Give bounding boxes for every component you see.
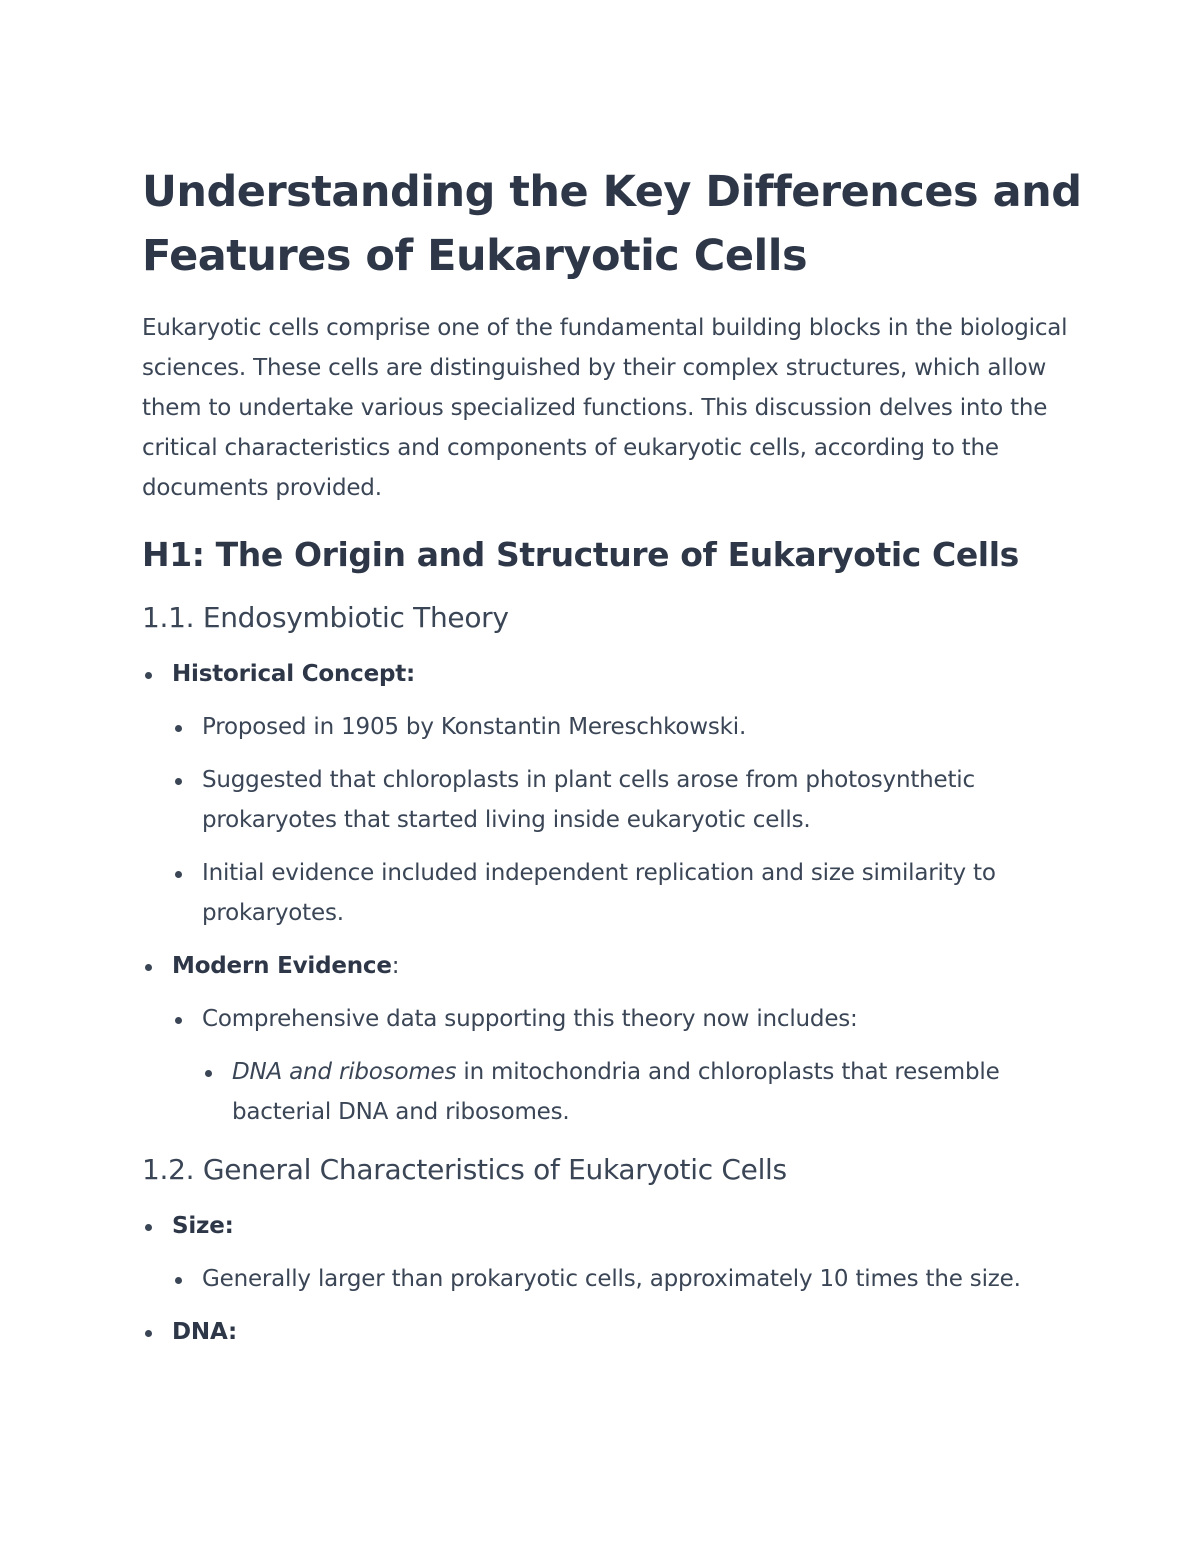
modern-subsublist <box>202 1052 1082 1132</box>
document-page <box>142 160 1082 1365</box>
list-item-text: Proposed in 1905 by Konstantin Mereschkowski. <box>202 714 747 740</box>
section-heading-origin-structure: H1: The Origin and Structure of Eukaryotic Cells <box>142 535 1019 574</box>
emphasis-dna-ribosomes: DNA and ribosomes <box>232 1059 457 1085</box>
size-sublist <box>172 1259 1082 1299</box>
list-item-text: Comprehensive data supporting this theory now includes: <box>202 1006 858 1032</box>
subheading-endosymbiotic-theory: 1.1. Endosymbiotic Theory <box>142 601 509 634</box>
list-item-text: Generally larger than prokaryotic cells, approximately 10 times the size. <box>202 1266 1021 1292</box>
list-item-dna <box>142 1312 1082 1352</box>
list-item-text: Initial evidence included independent replication and size similarity to prokaryotes. <box>202 860 996 926</box>
label-historical-concept: Historical Concept <box>172 661 407 687</box>
label-suffix: : <box>224 1213 234 1239</box>
label-size: Size <box>172 1213 225 1239</box>
label-suffix: : <box>227 1319 237 1345</box>
list-item-text: Suggested that chloroplasts in plant cells arose from photosynthetic prokaryotes that started living inside eukaryotic cells. <box>202 767 975 833</box>
label-suffix: : <box>406 661 416 687</box>
characteristics-list <box>142 1206 1082 1352</box>
list-item <box>172 1259 1082 1299</box>
list-item-historical-concept <box>142 654 1082 933</box>
bullet-icon <box>175 1277 182 1284</box>
list-item-size <box>142 1206 1082 1299</box>
list-item <box>172 999 1082 1132</box>
list-item <box>202 1052 1082 1132</box>
list-item-modern-evidence <box>142 946 1082 1132</box>
bullet-icon <box>175 871 182 878</box>
list-item <box>172 760 1082 840</box>
bullet-icon <box>145 1330 152 1337</box>
label-dna: DNA <box>172 1319 228 1345</box>
list-item <box>172 853 1082 933</box>
document-title: Understanding the Key Differences and Features of Eukaryotic Cells <box>142 167 1082 281</box>
list-item <box>172 707 1082 747</box>
label-modern-evidence: Modern Evidence <box>172 953 392 979</box>
bullet-icon <box>145 1224 152 1231</box>
list-item-text: in mitochondria and chloroplasts that resemble bacterial DNA and ribosomes. <box>232 1059 1000 1125</box>
historical-sublist <box>172 707 1082 933</box>
bullet-icon <box>175 1017 182 1024</box>
modern-sublist <box>172 999 1082 1132</box>
label-suffix: : <box>391 953 400 979</box>
bullet-icon <box>145 672 152 679</box>
intro-paragraph: Eukaryotic cells comprise one of the fundamental building blocks in the biological sciences. These cells are distinguished by their complex structures, which allow them to undertake various specialized functions. This discussion delves into the critical characteristics and components of eukaryotic cells, according to the documents provided. <box>142 315 1068 501</box>
bullet-icon <box>175 725 182 732</box>
bullet-icon <box>175 778 182 785</box>
bullet-icon <box>145 964 152 971</box>
bullet-icon <box>205 1070 212 1077</box>
endosymbiotic-list <box>142 654 1082 1132</box>
subheading-general-characteristics: 1.2. General Characteristics of Eukaryotic Cells <box>142 1153 787 1186</box>
